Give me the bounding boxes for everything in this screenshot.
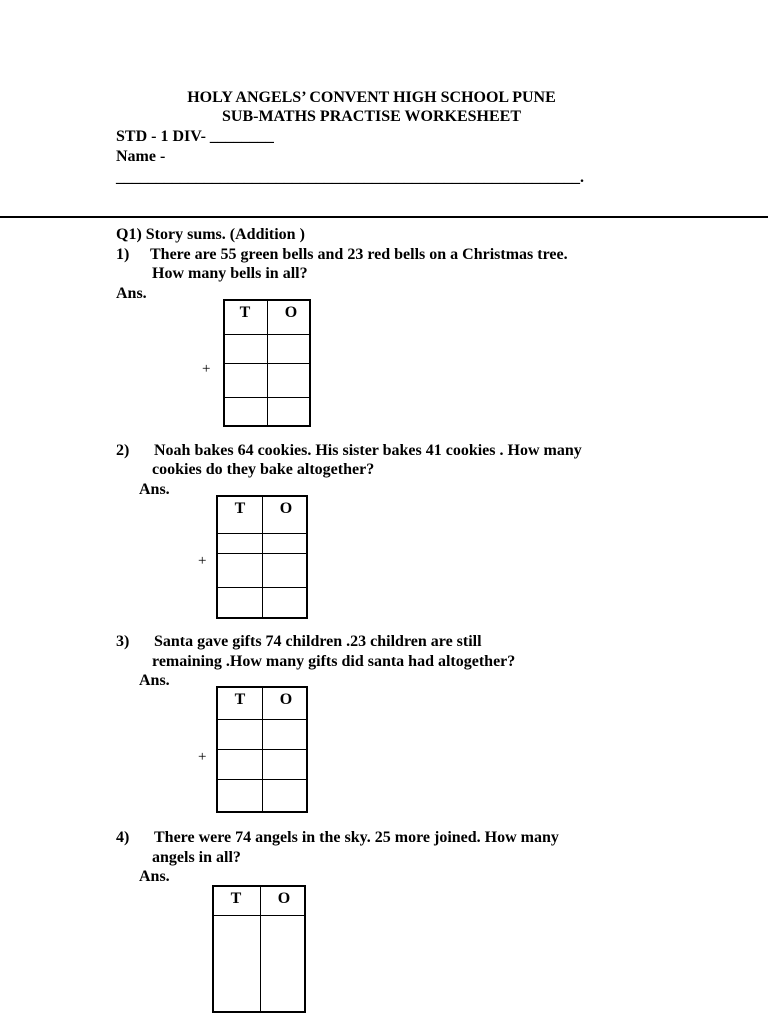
ones-header: O	[279, 500, 293, 517]
plus-sign: +	[198, 553, 207, 569]
question-text-line1: Noah bakes 64 cookies. His sister bakes 41 cookies . How many	[154, 442, 582, 459]
question-text-line2: angels in all?	[152, 849, 241, 866]
ones-header: O	[284, 304, 298, 321]
question-number: 2)	[116, 442, 130, 459]
question-text-line1: There were 74 angels in the sky. 25 more joined. How many	[154, 829, 559, 846]
tens-ones-grid	[216, 686, 308, 813]
question-text-line2: cookies do they bake altogether?	[152, 461, 375, 478]
worksheet-title: SUB-MATHS PRACTISE WORKESHEET	[221, 108, 522, 125]
ones-header: O	[279, 691, 293, 708]
plus-sign: +	[198, 749, 207, 765]
ones-header: O	[277, 890, 291, 907]
question-number: 4)	[116, 829, 130, 846]
name-blank-line: __________________________________________________________.	[116, 169, 584, 186]
question-number: 1)	[116, 246, 130, 263]
tens-ones-grid	[216, 495, 308, 619]
answer-label: Ans.	[116, 285, 147, 302]
tens-ones-grid	[212, 885, 306, 1013]
question-text-line2: remaining .How many gifts did santa had altogether?	[152, 653, 516, 670]
section-title: Q1) Story sums. (Addition )	[116, 226, 305, 243]
tens-header: T	[230, 890, 242, 907]
answer-label: Ans.	[139, 672, 170, 689]
school-title: HOLY ANGELS’ CONVENT HIGH SCHOOL PUNE	[187, 89, 556, 106]
answer-label: Ans.	[139, 481, 170, 498]
question-number: 3)	[116, 633, 130, 650]
tens-header: T	[234, 691, 246, 708]
answer-label: Ans.	[139, 868, 170, 885]
header-divider	[0, 216, 768, 218]
question-text-line1: Santa gave gifts 74 children .23 children are still	[154, 633, 482, 650]
plus-sign: +	[202, 361, 211, 377]
tens-ones-grid	[223, 299, 311, 427]
question-text-line2: How many bells in all?	[152, 265, 308, 282]
tens-header: T	[234, 500, 246, 517]
question-text-line1: There are 55 green bells and 23 red bells on a Christmas tree.	[150, 246, 568, 263]
tens-header: T	[239, 304, 251, 321]
std-div-line: STD - 1 DIV- ________	[116, 128, 274, 145]
name-label: Name -	[116, 148, 166, 165]
